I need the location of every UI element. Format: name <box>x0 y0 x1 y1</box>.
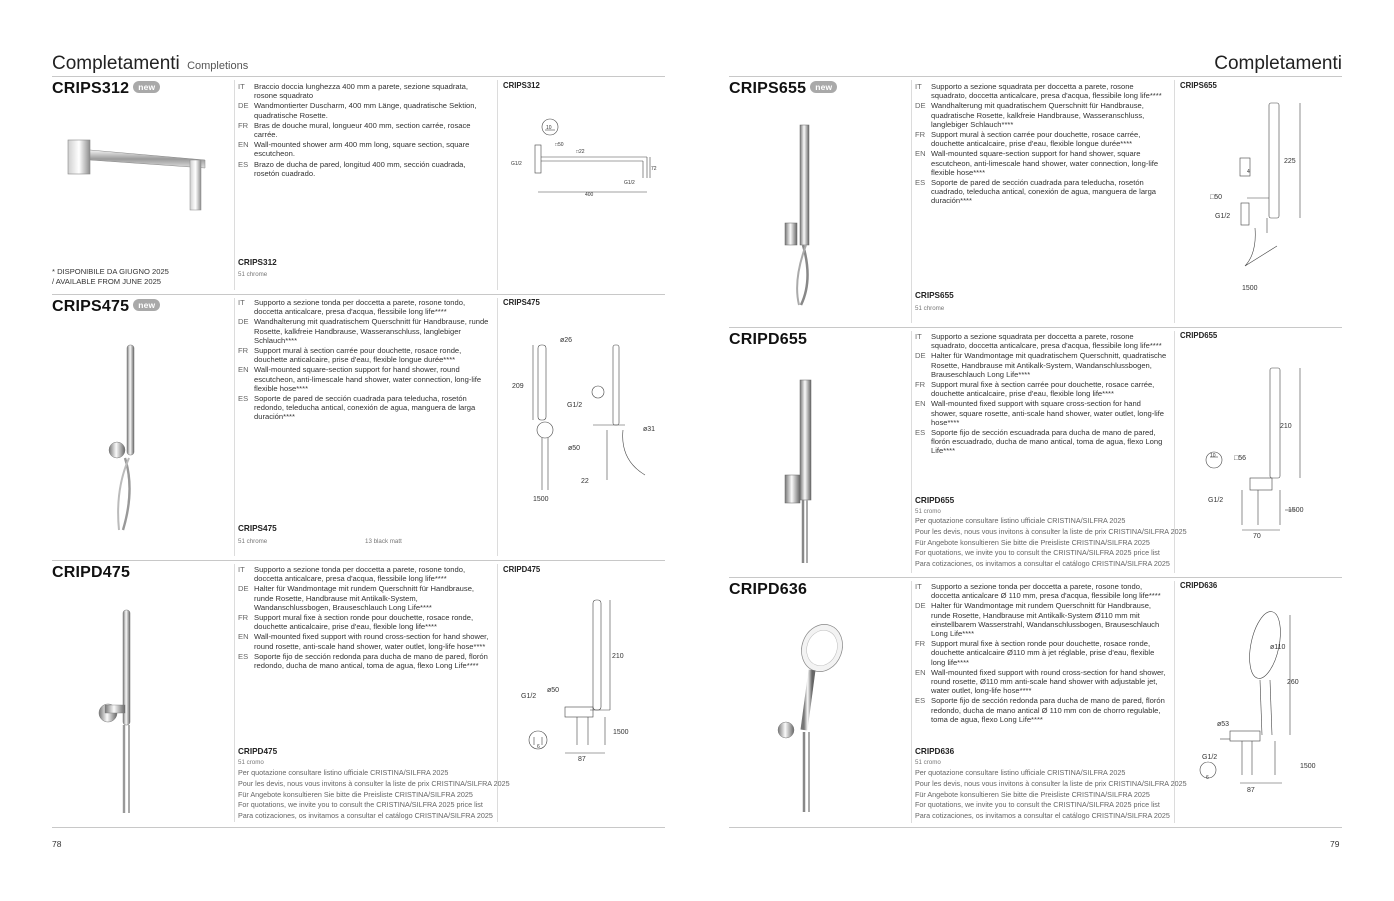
dim-label: 225 <box>1284 158 1296 165</box>
hand-shower-image <box>95 340 155 535</box>
product-code <box>52 298 160 316</box>
product-code: CRIPD636 <box>729 581 808 598</box>
desc-text: Soporte fijo de sección redonda para ducha de mano de pared, florón redondo, ducha de mano antical Ø 110 mm con de chorro regulable, toma de agua, flexo Long Life**** <box>931 696 1165 724</box>
finish-label: 51 cromo <box>915 759 941 766</box>
technical-drawing <box>1190 605 1340 795</box>
lang-code: FR <box>238 120 249 130</box>
dim-label: ø50 <box>547 687 560 694</box>
lang-code: IT <box>915 82 922 91</box>
availability-line: / AVAILABLE FROM JUNE 2025 <box>52 277 162 286</box>
lang-code: FR <box>238 346 249 356</box>
desc-row-en <box>915 668 1167 696</box>
desc-row-de <box>238 101 490 119</box>
desc-row-en <box>238 632 490 650</box>
drawing-code: CRIPD636 <box>1180 581 1218 590</box>
technical-drawing <box>1190 360 1340 545</box>
dim-label: 87 <box>578 756 586 763</box>
desc-text: Support mural fixe à section carrée pour douchette, rosace carrée, douchette anticalcaire, prise d'eau, flexible long life**** <box>931 380 1155 399</box>
dim-label: 1500 <box>533 496 549 503</box>
lang-code: EN <box>915 399 926 409</box>
footer-rule-right <box>729 827 1342 828</box>
finish-label: 13 black matt <box>365 538 402 545</box>
dim-label: □50 <box>1210 194 1223 201</box>
column-divider <box>234 80 235 290</box>
desc-text: Support mural fixe à section ronde pour douchette, rosace ronde, douchette anticalcaire Ø110 mm à jet réglable, prise d'eau, flexible long life**** <box>931 639 1155 667</box>
lang-code: FR <box>915 130 926 140</box>
desc-row-fr <box>915 639 1167 667</box>
title-left-subtitle: Completions <box>187 60 249 72</box>
hand-shower-image <box>775 375 835 565</box>
desc-text: Soporte fijo de sección redonda para ducha de mano de pared, florón redondo, ducha de mano antical, toma de agua, flexo Long Life**** <box>254 651 488 671</box>
section-divider <box>729 577 1342 578</box>
product-code: CRIPD655 <box>729 331 808 348</box>
dim-label: 1500 <box>1242 285 1258 292</box>
finish-code: CRIPD475 <box>238 747 278 756</box>
desc-row-fr <box>915 130 1167 148</box>
product-code-text: CRIPS655 <box>729 80 807 97</box>
availability-note <box>52 267 169 287</box>
technical-drawing <box>505 110 665 205</box>
lang-code: ES <box>915 178 926 188</box>
desc-row-fr <box>238 121 490 139</box>
desc-text: Wall-mounted fixed support with round cross-section for hand shower, round rosette, anti-scale hand shower, water outlet, long-life hose**** <box>254 632 489 651</box>
column-divider <box>911 331 912 573</box>
note-line: Per quotazione consultare listino ufficiale CRISTINA/SILFRA 2025 <box>915 516 1126 525</box>
lang-code: IT <box>238 82 245 91</box>
availability-line: * DISPONIBILE DA GIUGNO 2025 <box>52 267 169 276</box>
lang-code: DE <box>238 317 249 327</box>
desc-row-fr <box>915 380 1167 398</box>
title-left: Completamenti <box>52 53 180 74</box>
lang-code: ES <box>238 394 249 404</box>
lang-code: DE <box>238 584 249 594</box>
finish-code: CRIPS655 <box>915 291 954 300</box>
lang-code: IT <box>915 332 922 341</box>
header-rule-left <box>52 76 665 77</box>
dim-label: ø110 <box>1270 644 1286 651</box>
drawing-code: CRIPD475 <box>503 565 541 574</box>
dim-label: 87 <box>1247 787 1255 794</box>
shower-arm-image <box>60 130 210 215</box>
lang-code: DE <box>915 101 926 111</box>
desc-text: Bras de douche mural, longueur 400 mm, section carrée, rosace carrée. <box>254 120 471 140</box>
dim-label: 210 <box>612 653 624 660</box>
dim-label: 22 <box>581 478 589 485</box>
column-divider <box>1174 80 1175 323</box>
desc-row-en <box>915 399 1167 427</box>
drawing-code: CRIPD655 <box>1180 331 1218 340</box>
dim-label: G1/2 <box>624 180 635 186</box>
lang-code: DE <box>915 601 926 611</box>
technical-drawing <box>510 595 660 770</box>
new-badge: new <box>133 81 160 93</box>
lang-code: FR <box>238 613 249 623</box>
note-line: Per quotazione consultare listino ufficiale CRISTINA/SILFRA 2025 <box>238 768 449 777</box>
note-line: For quotations, we invite you to consult the CRISTINA/SILFRA 2025 price list <box>915 548 1160 558</box>
finish-label: 51 cromo <box>238 759 264 766</box>
finish-code: CRIPD655 <box>915 496 955 505</box>
dim-label: 260 <box>1287 679 1299 686</box>
desc-text: Soporte de pared de sección cuadrada para teleducha, rosetón cuadrado, teleducha antical, conexión de agua, manguera de larga duración**** <box>931 178 1157 206</box>
column-divider <box>497 298 498 556</box>
product-description <box>238 82 490 179</box>
desc-row-en <box>238 140 490 158</box>
desc-row-it <box>915 582 1167 600</box>
desc-row-it <box>238 298 490 316</box>
lang-code: FR <box>915 639 926 649</box>
page-number-right: 79 <box>1330 839 1340 849</box>
note-line: Pour les devis, nous vous invitons à consulter la liste de prix CRISTINA/SILFRA 2025 <box>915 526 1187 536</box>
desc-row-it <box>915 82 1167 100</box>
hand-shower-image <box>775 120 835 310</box>
desc-text: Wall-mounted shower arm 400 mm long, square section, square escutcheon. <box>254 140 470 159</box>
product-code <box>729 80 837 98</box>
desc-row-en <box>238 365 490 393</box>
dim-label: 1500 <box>1288 507 1304 514</box>
dim-label: ø50 <box>568 445 581 452</box>
lang-code: EN <box>238 632 249 642</box>
dim-label: 72 <box>651 166 657 172</box>
desc-row-it <box>238 82 490 100</box>
finish-label: 51 chrome <box>915 305 945 312</box>
product-description <box>915 582 1167 725</box>
note-line: Für Angebote konsultieren Sie bitte die Preisliste CRISTINA/SILFRA 2025 <box>915 537 1150 547</box>
note-line: For quotations, we invite you to consult the CRISTINA/SILFRA 2025 price list <box>915 800 1160 810</box>
desc-row-it <box>915 332 1167 350</box>
lang-code: EN <box>915 667 926 677</box>
header-rule-right <box>729 76 1342 77</box>
dim-label: 209 <box>512 383 524 390</box>
lang-code: ES <box>238 159 249 169</box>
lang-code: IT <box>238 565 245 574</box>
product-code <box>52 80 160 98</box>
lang-code: DE <box>915 351 926 361</box>
note-line: For quotations, we invite you to consult the CRISTINA/SILFRA 2025 price list <box>238 800 483 810</box>
note-line: Para cotizaciones, os invitamos a consultar el catálogo CRISTINA/SILFRA 2025 <box>915 559 1170 569</box>
dim-label: 1500 <box>1300 763 1316 770</box>
dim-label: 4 <box>1247 169 1250 175</box>
desc-row-de <box>915 601 1167 638</box>
desc-row-es <box>915 178 1167 206</box>
desc-text: Wandhalterung mit quadratischem Querschnitt für Handbrause, runde Rosette, kalkfreie Handbrause, Wasseranschluss, langlebiger Schlauch**** <box>254 317 489 345</box>
dim-label: 10 <box>546 125 552 131</box>
desc-text: Braccio doccia lunghezza 400 mm a parete, sezione squadrata, rosone squadrato <box>254 82 469 101</box>
lang-code: ES <box>238 651 249 661</box>
desc-text: Support mural à section carrée pour douchette, rosace carrée, douchette anticalcaire, prise d'eau, flexible longue durée**** <box>931 130 1141 149</box>
product-description <box>238 298 490 423</box>
desc-text: Support mural fixe à section ronde pour douchette, rosace ronde, douchette anticalcaire, prise d'eau, flexible long life**** <box>254 613 474 632</box>
note-line: Per quotazione consultare listino ufficiale CRISTINA/SILFRA 2025 <box>915 768 1126 777</box>
note-line: Für Angebote konsultieren Sie bitte die Preisliste CRISTINA/SILFRA 2025 <box>915 789 1150 799</box>
lang-code: ES <box>915 428 926 438</box>
desc-text: Wandmontierter Duscharm, 400 mm Länge, quadratische Sektion, quadratische Rosette. <box>254 101 477 120</box>
quotation-notes <box>915 768 1187 822</box>
page-title-left <box>52 53 248 75</box>
new-badge: new <box>133 299 160 311</box>
note-line: Para cotizaciones, os invitamos a consultar el catálogo CRISTINA/SILFRA 2025 <box>915 811 1170 821</box>
desc-text: Support mural à section carrée pour douchette, rosace ronde, douchette anticalcaire, prise d'eau, flexible longue durée**** <box>254 346 462 365</box>
lang-code: EN <box>915 149 926 159</box>
desc-text: Supporto a sezione tonda per doccetta a parete, rosone tondo, doccetta anticalcare, presa d'acqua, flessibile long life**** <box>254 565 466 584</box>
dim-label: 6 <box>1206 775 1209 781</box>
product-code: CRIPD475 <box>52 564 131 581</box>
quotation-notes <box>238 768 510 822</box>
desc-row-de <box>915 351 1167 379</box>
dim-label: □50 <box>555 142 564 148</box>
lang-code: IT <box>238 298 245 307</box>
hand-shower-image <box>90 605 160 815</box>
dim-label: G1/2 <box>1208 497 1224 504</box>
desc-text: Supporto a sezione squadrata per doccetta a parete, rosone squadrato, doccetta anticalcare, presa d'acqua, flessibile long life**** <box>931 82 1162 101</box>
column-divider <box>911 581 912 823</box>
dim-label: 1500 <box>613 729 629 736</box>
page-number-left: 78 <box>52 839 62 849</box>
finish-code: CRIPD636 <box>915 747 955 756</box>
desc-row-de <box>238 584 490 612</box>
product-description <box>238 565 490 671</box>
finish-label: 51 cromo <box>915 508 941 515</box>
note-line: Pour les devis, nous vous invitons à consulter la liste de prix CRISTINA/SILFRA 2025 <box>238 778 510 788</box>
desc-text: Wall-mounted fixed support with square cross-section for hand shower, square rosette, anti-scale hand shower, water outlet, long-life hose**** <box>931 399 1165 427</box>
drawing-code: CRIPS475 <box>503 298 540 307</box>
section-divider <box>729 327 1342 328</box>
finish-code: CRIPS475 <box>238 524 277 533</box>
dim-label: G1/2 <box>511 161 522 167</box>
drawing-code: CRIPS655 <box>1180 81 1217 90</box>
desc-row-es <box>238 394 490 422</box>
section-divider <box>52 294 665 295</box>
dim-label: G1/2 <box>1202 754 1218 761</box>
column-divider <box>497 80 498 290</box>
desc-text: Wandhalterung mit quadratischem Querschnitt für Handbrause, quadratische Rosette, kalkfreie Handbrause, Wasseranschluss, langlebiger Schlauch**** <box>931 101 1145 129</box>
desc-text: Supporto a sezione tonda per doccetta a parete, rosone tondo, doccetta anticalcare, presa d'acqua, flessibile long life**** <box>254 298 466 317</box>
finish-label: 51 chrome <box>238 538 268 545</box>
desc-text: Wall-mounted fixed support with round cross-section for hand shower, round rosette, Ø110 mm anti-scale hand shower with adjustable jet, water outlet, long-life hose**** <box>931 667 1166 696</box>
desc-row-de <box>915 101 1167 129</box>
column-divider <box>234 298 235 556</box>
lang-code: IT <box>915 582 922 591</box>
note-line: Pour les devis, nous vous invitons à consulter la liste de prix CRISTINA/SILFRA 2025 <box>915 778 1187 788</box>
dim-label: □56 <box>1234 455 1247 462</box>
dim-label: G1/2 <box>1215 213 1231 220</box>
footer-rule-left <box>52 827 665 828</box>
new-badge: new <box>810 81 837 93</box>
dim-label: ø31 <box>643 426 656 433</box>
desc-row-en <box>915 149 1167 177</box>
product-description <box>915 82 1167 207</box>
section-divider <box>52 560 665 561</box>
desc-text: Halter für Wandmontage mit quadratischem Querschnitt, quadratische Rosette, Handbrause mit Antikalk-System, Wandanschlussbogen, Brauseschlauch Long Life**** <box>931 351 1167 379</box>
desc-row-fr <box>238 613 490 631</box>
column-divider <box>911 80 912 323</box>
product-code-text: CRIPS475 <box>52 298 130 315</box>
lang-code: EN <box>238 365 249 375</box>
technical-drawing <box>505 330 665 510</box>
desc-text: Soporte de pared de sección cuadrada para teleducha, rosetón redondo, teleducha antical, conexión de agua, manguera de larga duración**** <box>254 394 476 422</box>
desc-row-de <box>238 317 490 345</box>
page-title-right: Completamenti <box>1214 53 1342 74</box>
desc-text: Supporto a sezione squadrata per doccetta a parete, rosone squadrato, doccetta anticalcare, presa d'acqua, flessibile long life**** <box>931 332 1162 351</box>
desc-row-es <box>915 696 1167 724</box>
dim-label: ø53 <box>1217 721 1230 728</box>
dim-label: G1/2 <box>567 402 583 409</box>
dim-label: 10 <box>1210 453 1216 459</box>
desc-row-fr <box>238 346 490 364</box>
desc-row-es <box>238 160 490 178</box>
note-line: Für Angebote konsultieren Sie bitte die Preisliste CRISTINA/SILFRA 2025 <box>238 789 473 799</box>
technical-drawing <box>1185 98 1340 298</box>
desc-text: Halter für Wandmontage mit rundem Querschnitt für Handbrause, runde Rosette, Handbrause mit Antikalk-System Ø110 mm mit einstellbarem Wasserstrahl, Wandanschlussbogen, Brauseschlauch Long Life**** <box>931 601 1160 639</box>
dim-label: □22 <box>576 149 585 155</box>
lang-code: EN <box>238 140 249 150</box>
dim-label: 210 <box>1280 423 1292 430</box>
dim-label: G1/2 <box>521 693 537 700</box>
product-description <box>915 332 1167 457</box>
dim-label: 400 <box>585 192 594 198</box>
lang-code: DE <box>238 101 249 111</box>
desc-text: Wall-mounted square-section support for hand shower, square escutcheon, anti-limescale hand shower, water connection, long-life flexible hose**** <box>931 149 1159 177</box>
finish-code: CRIPS312 <box>238 258 277 267</box>
desc-text: Supporto a sezione tonda per doccetta a parete, rosone tondo, doccetta anticalcare Ø 110 mm, presa d'acqua, flessibile long life**** <box>931 582 1161 601</box>
quotation-notes <box>915 516 1187 570</box>
lang-code: ES <box>915 696 926 706</box>
product-code-text: CRIPS312 <box>52 80 130 97</box>
lang-code: FR <box>915 380 926 390</box>
drawing-code: CRIPS312 <box>503 81 540 90</box>
column-divider <box>234 564 235 822</box>
desc-text: Wall-mounted square-section support for hand shower, round escutcheon, anti-limescale hand shower, water connection, long-life flexible hose**** <box>254 365 482 393</box>
hand-shower-image <box>770 620 850 815</box>
desc-row-it <box>238 565 490 583</box>
note-line: Para cotizaciones, os invitamos a consultar el catálogo CRISTINA/SILFRA 2025 <box>238 811 493 821</box>
finish-label: 51 chrome <box>238 271 268 278</box>
desc-row-es <box>238 652 490 670</box>
desc-text: Brazo de ducha de pared, longitud 400 mm, sección cuadrada, rosetón cuadrado. <box>254 159 466 178</box>
dim-label: ø26 <box>560 337 573 344</box>
desc-text: Soporte fijo de sección escuadrada para ducha de mano de pared, florón escuadrado, ducha de mano antical, toma de agua, flexo Long Life**** <box>931 428 1163 456</box>
desc-text: Halter für Wandmontage mit rundem Querschnitt für Handbrause, runde Rosette, Handbrause mit Antikalk-System, Wandanschlussbogen, Brauseschlauch Long Life**** <box>254 584 475 612</box>
dim-label: 6 <box>537 744 540 750</box>
dim-label: 70 <box>1253 533 1261 540</box>
desc-row-es <box>915 428 1167 456</box>
